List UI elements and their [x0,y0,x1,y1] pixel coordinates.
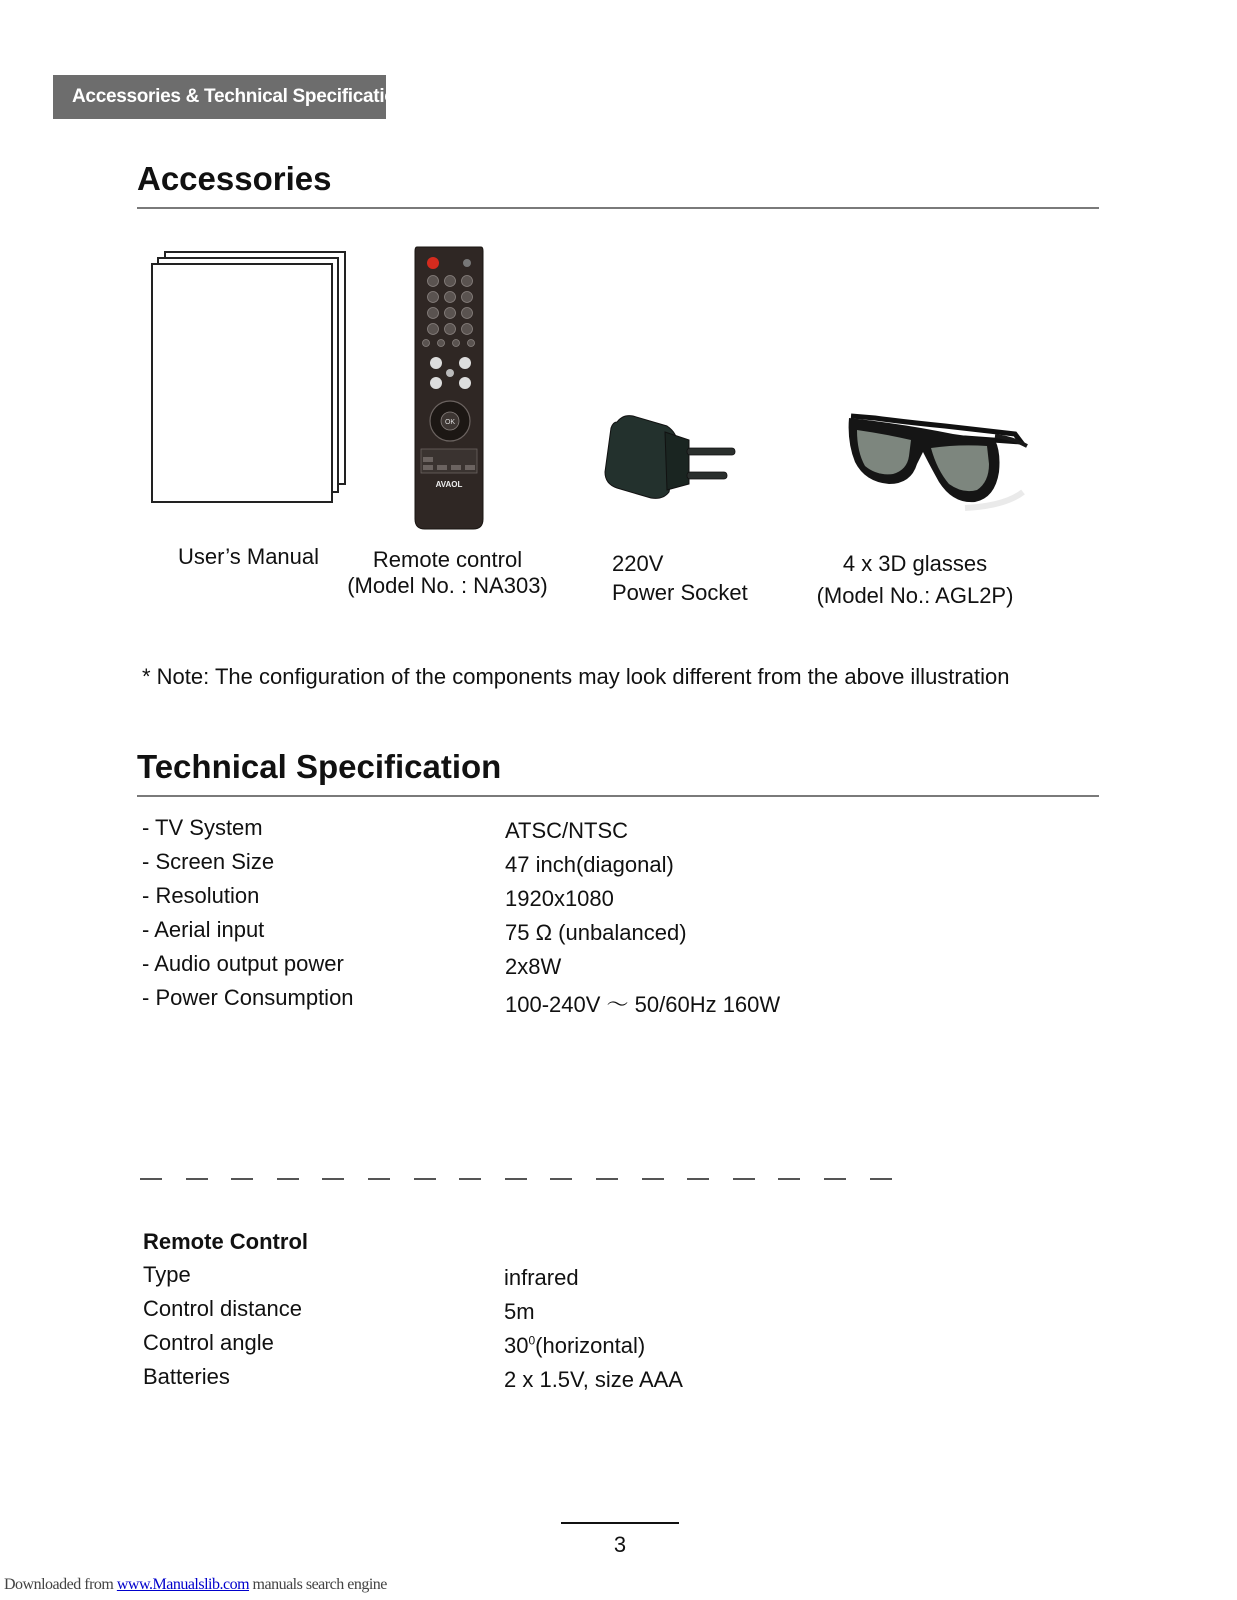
spec-label: - Power Consumption [142,985,354,1010]
3d-glasses-illustration [845,412,1030,522]
separator-dash [140,1178,162,1180]
technical-specification-heading: Technical Specification [137,748,502,785]
spec-label: - Audio output power [142,951,344,976]
remote-spec-row [143,1364,1043,1398]
separator-dash [642,1178,664,1180]
remote-brand-logo: AVAOL [435,480,463,489]
separator-dash [596,1178,618,1180]
remote-spec-label: Control angle [143,1330,274,1355]
footer-suffix: manuals search engine [249,1576,387,1593]
caption-3d-glasses-line1: 4 x 3D glasses [842,551,988,576]
separator-dash [368,1178,390,1180]
remote-spec-row [143,1262,1043,1296]
power-button-icon [427,257,439,269]
separator-dash [550,1178,572,1180]
accessories-heading: Accessories [137,160,332,197]
section-header-tab: Accessories & Technical Specification [53,75,386,119]
users-manual-illustration [150,248,350,510]
page-number-rule [561,1522,679,1524]
separator-dash [277,1178,299,1180]
caption-remote-control-line1: Remote control [372,547,523,572]
spec-value: 75 Ω (unbalanced) [505,920,687,945]
spec-row [142,951,1042,985]
remote-control-illustration [413,243,485,533]
caption-power-socket-line1: 220V [612,551,664,576]
separator-dash [322,1178,344,1180]
page-number: 3 [613,1532,627,1557]
power-socket-illustration [603,412,743,512]
spec-row [142,985,1042,1019]
remote-spec-row [143,1330,1043,1364]
accessories-rule [137,207,1099,209]
remote-spec-table [143,1262,1043,1398]
remote-spec-value: infrared [504,1265,579,1290]
remote-spec-value: 5m [504,1299,535,1324]
manualslib-link[interactable]: www.Manualslib.com [116,1576,250,1593]
caption-users-manual: User’s Manual [178,544,320,569]
remote-spec-label: Type [143,1262,191,1287]
spec-row [142,815,1042,849]
spec-row [142,883,1042,917]
accessories-note: * Note: The configuration of the components may look different from the above illustration [142,664,1010,689]
spec-label: - TV System [142,815,263,840]
spec-label: - Screen Size [142,849,275,874]
spec-value: 2x8W [505,954,562,979]
spec-table [142,815,1042,1019]
spec-row [142,849,1042,883]
separator-dash [687,1178,709,1180]
remote-spec-value: $30^0(horizontal)$ [504,1333,646,1358]
separator-dash [870,1178,892,1180]
footer-prefix: Downloaded from [4,1576,117,1593]
spec-value: 100-240V 〜 50/60Hz 160W [505,992,781,1017]
separator-dash [733,1178,755,1180]
remote-spec-label: Control distance [143,1296,302,1321]
spec-value: ATSC/NTSC [505,818,629,843]
remote-spec-label: Batteries [143,1364,230,1389]
separator-dash [414,1178,436,1180]
svg-text:OK: OK [444,419,456,426]
separator-dash [824,1178,846,1180]
spec-label: - Resolution [142,883,260,908]
spec-value: 47 inch(diagonal) [505,852,674,877]
download-footer [4,1576,387,1594]
separator-dash [459,1178,481,1180]
technical-specification-rule [137,795,1099,797]
separator-dash [186,1178,208,1180]
caption-remote-control-line2: (Model No. : NA303) [347,573,548,598]
spec-value: 1920x1080 [505,886,614,911]
spec-row [142,917,1042,951]
remote-spec-row [143,1296,1043,1330]
separator-dash [505,1178,527,1180]
remote-spec-value: 2 x 1.5V, size AAA [504,1367,683,1392]
caption-3d-glasses-line2: (Model No.: AGL2P) [816,583,1014,608]
separator-dash [231,1178,253,1180]
caption-power-socket-line2: Power Socket [612,580,748,605]
spec-label: - Aerial input [142,917,265,942]
separator-dash [778,1178,800,1180]
remote-control-spec-heading: Remote Control [143,1229,308,1254]
